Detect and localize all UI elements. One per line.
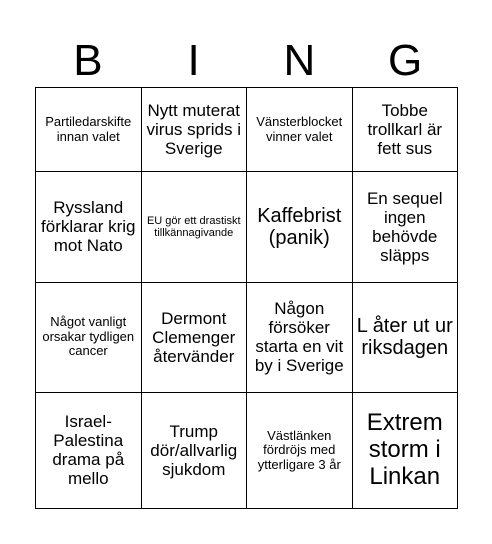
- grid-row: [36, 392, 458, 508]
- bingo-cell[interactable]: Nytt muterat virus sprids i Sverige: [141, 88, 247, 172]
- bingo-header: [35, 36, 458, 86]
- grid-row: [36, 282, 458, 392]
- bingo-cell[interactable]: EU gör ett drastiskt tillkännagivande: [141, 172, 247, 282]
- bingo-cell[interactable]: Något vanligt orsakar tydligen cancer: [36, 282, 142, 392]
- bingo-cell[interactable]: En sequel ingen behövde släpps: [352, 172, 458, 282]
- bingo-cell[interactable]: Någon försöker starta en vit by i Sverige: [247, 282, 353, 392]
- bingo-cell[interactable]: Dermont Clemenger återvänder: [141, 282, 247, 392]
- bingo-cell[interactable]: Västlänken fördröjs med ytterligare 3 år: [247, 392, 353, 508]
- header-letter-b: B: [73, 36, 103, 85]
- grid-row: [36, 88, 458, 172]
- bingo-cell[interactable]: Ryssland förklarar krig mot Nato: [36, 172, 142, 282]
- header-letter-g: G: [388, 36, 423, 85]
- bingo-cell[interactable]: Trump dör/allvarlig sjukdom: [141, 392, 247, 508]
- bingo-cell[interactable]: Kaffebrist (panik): [247, 172, 353, 282]
- bingo-cell[interactable]: Tobbe trollkarl är fett sus: [352, 88, 458, 172]
- bingo-cell[interactable]: Partiledarskifte innan valet: [36, 88, 142, 172]
- bingo-cell[interactable]: Vänsterblocket vinner valet: [247, 88, 353, 172]
- bingo-cell[interactable]: Israel-Palestina drama på mello: [36, 392, 142, 508]
- grid-row: [36, 172, 458, 282]
- bingo-cell[interactable]: L åter ut ur riksdagen: [352, 282, 458, 392]
- bingo-cell[interactable]: Extrem storm i Linkan: [352, 392, 458, 508]
- bingo-grid: [35, 87, 458, 509]
- header-letter-i: I: [187, 36, 200, 85]
- header-letter-n: N: [283, 36, 316, 85]
